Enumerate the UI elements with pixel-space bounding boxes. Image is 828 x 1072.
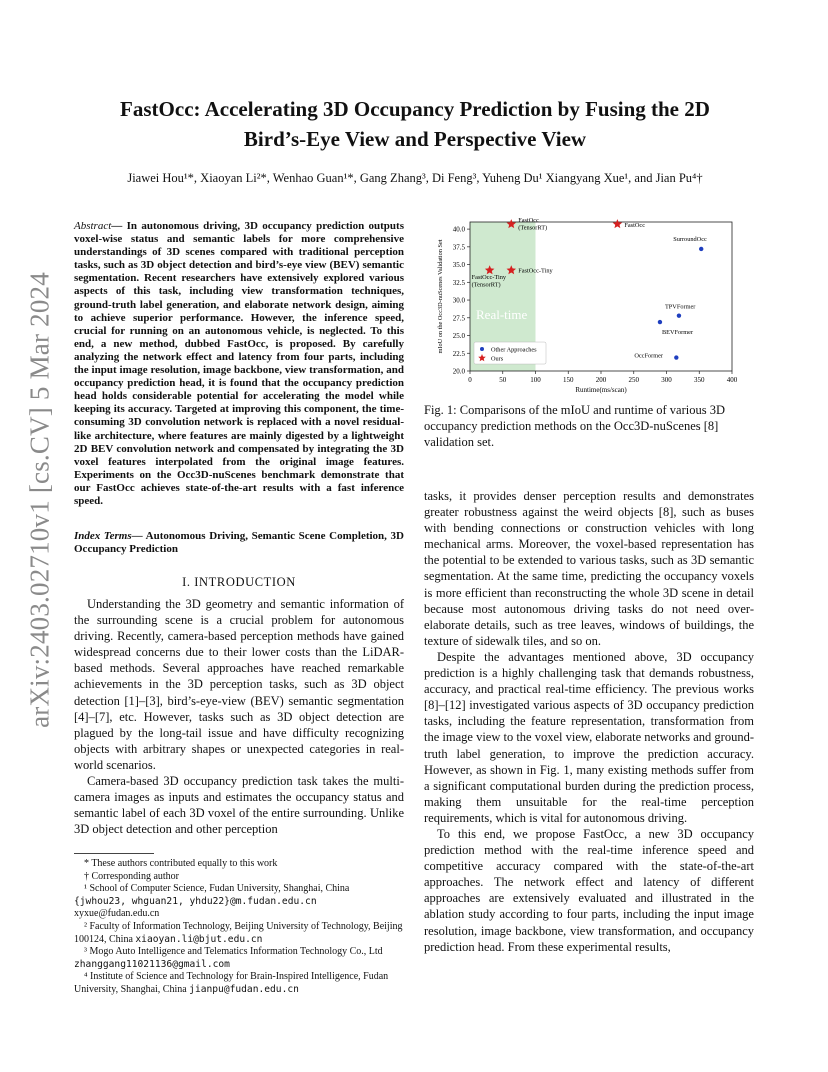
data-point-label: FastOcc-Tiny bbox=[518, 267, 553, 275]
data-point-dot bbox=[658, 320, 662, 324]
realtime-region-label: Real-time bbox=[476, 307, 528, 323]
figure-caption: Fig. 1: Comparisons of the mIoU and runtime of various 3D occupancy prediction methods on the Occ3D-nuScenes [8] validation set. bbox=[424, 403, 726, 449]
y-tick-label: 40.0 bbox=[452, 225, 465, 234]
footnote-affiliation-4 bbox=[74, 971, 404, 996]
data-point-label: SurroundOcc bbox=[673, 235, 707, 243]
footnote-affiliation-2 bbox=[74, 921, 404, 946]
data-point-label: FastOcc bbox=[624, 222, 646, 230]
abstract-lead: Abstract bbox=[74, 220, 112, 232]
data-point-label: TPVFormer bbox=[664, 303, 696, 311]
legend-marker bbox=[480, 347, 484, 351]
data-point-label: OccFormer bbox=[634, 352, 664, 360]
footnote-affiliation-3-text: ³ Mogo Auto Intelligence and Telematics Information Technology Co., Ltd bbox=[84, 946, 383, 958]
y-tick-label: 27.5 bbox=[452, 314, 465, 323]
y-tick-label: 30.0 bbox=[452, 296, 465, 305]
y-tick-label: 22.5 bbox=[452, 349, 465, 358]
footnote-email-2: xiaoyan.li@bjut.edu.cn bbox=[135, 933, 263, 945]
right-column-body bbox=[424, 488, 754, 955]
x-tick-label: 50 bbox=[499, 376, 507, 384]
footnote-email-3: zhanggang11021136@gmail.com bbox=[74, 958, 230, 970]
footnote-affiliation-1: ¹ School of Computer Science, Fudan University, Shanghai, China bbox=[84, 883, 350, 895]
footnote-affiliation-3 bbox=[74, 946, 404, 971]
title-line-2: Bird’s-Eye View and Perspective View bbox=[243, 127, 587, 151]
x-tick-label: 0 bbox=[468, 376, 472, 384]
paragraph: To this end, we propose FastOcc, a new 3D occupancy prediction method with the real-time inference speed and competitive accuracy compared with the state-of-the-art approaches. The network effect and latency of different approaches are extensively evaluated and illustrated in the ablation study according to four parts, including the input image resolution, image backbone, view transformation, and occupancy prediction head. From these experimental results, bbox=[424, 826, 754, 954]
y-tick-label: 25.0 bbox=[452, 332, 465, 341]
data-point-label: FastOcc bbox=[518, 217, 539, 225]
x-tick-label: 400 bbox=[726, 376, 738, 384]
data-point-dot bbox=[674, 355, 678, 359]
footnote-rule bbox=[74, 853, 154, 854]
section-heading: I. INTRODUCTION bbox=[182, 575, 296, 589]
arxiv-watermark bbox=[20, 272, 60, 728]
author-list: Jiawei Hou¹*, Xiaoyan Li²*, Wenhao Guan¹*, Gang Zhang³, Di Feng³, Yuheng Du¹ Xiangyang Xue¹, and Jian Pu⁴† bbox=[127, 171, 703, 185]
paper-title bbox=[70, 94, 760, 154]
x-tick-label: 200 bbox=[595, 376, 607, 384]
y-axis-label: mIoU on the Occ3D-nuScenes Validation Set bbox=[437, 239, 444, 354]
left-column-body bbox=[74, 596, 404, 837]
x-tick-label: 300 bbox=[661, 376, 672, 384]
footnotes bbox=[74, 853, 404, 997]
data-point-label: (TensorRT) bbox=[518, 224, 548, 232]
footnote-equal: * These authors contributed equally to this work bbox=[84, 858, 278, 869]
y-tick-label: 37.5 bbox=[452, 243, 465, 252]
footnote-affiliation-4-text: ⁴ Institute of Science and Technology for Brain-Inspired Intelligence, Fudan University, Shanghai, China bbox=[74, 971, 389, 995]
paragraph: Understanding the 3D geometry and semantic information of the surrounding scene is a crucial problem for autonomous driving. Recently, camera-based perception methods have gained widespread concerns due to their lower costs than the LiDAR-based methods. Several approaches have reached remarkable achievements in the 3D perception tasks, such as 3D object detection [1]–[3], bird’s-eye-view (BEV) semantic segmentation [4]–[7], etc. However, tasks such as 3D object detection are plagued by the long-tail issue and have difficulty recognizing objects with arbitrary shapes or unexpected categories in real-world scenarios. bbox=[74, 597, 404, 772]
y-tick-label: 20.0 bbox=[452, 367, 465, 376]
title-line-1: FastOcc: Accelerating 3D Occupancy Prediction by Fusing the 2D bbox=[120, 97, 710, 121]
paragraph: Despite the advantages mentioned above, 3D occupancy prediction is a highly challenging task that demands robustness, accuracy, and practical real-time efficiency. The previous works [8]–[12] investigated various aspects of 3D occupancy prediction tasks, including the feature representation, transformation from the image view to the voxel view, elaborate networks and ground-truth label generation, to improve the prediction accuracy. However, as shown in Fig. 1, many existing methods suffer from a significant computational burden during the prediction process, making them unsuitable for the real-time perception requirements, which is vital for autonomous driving. bbox=[424, 649, 754, 825]
data-point-dot bbox=[699, 247, 703, 251]
x-tick-label: 100 bbox=[530, 376, 541, 384]
footnote-email-1b: xyxue@fudan.edu.cn bbox=[74, 908, 160, 920]
index-terms-lead: Index Terms bbox=[74, 530, 132, 542]
data-point-label: (TensorRT) bbox=[471, 281, 501, 289]
paragraph: tasks, it provides denser perception results and demonstrates greater robustness against the weird objects [8], such as buses with bending connections or construction vehicles with long mechanical arms. Moreover, the voxel-based representation has the potential to be extended to various tasks, such as 3D semantic segmentation. At the same time, predicting the occupancy voxels is more efficient than reconstructing the whole 3D scene in detail because most autonomous driving tasks do not need over-elaborate details, such as tree leaves, windows of buildings, the texture of sidewalk tiles, and so on. bbox=[424, 489, 754, 648]
runtime-miou-chart bbox=[424, 216, 754, 396]
index-terms bbox=[74, 530, 404, 556]
legend-label: Other Approaches bbox=[491, 346, 537, 354]
paragraph: Camera-based 3D occupancy prediction task takes the multi-camera images as inputs and estimates the occupancy status and semantic label of each 3D voxel of the entire surrounding. Unlike 3D object detection and other perception bbox=[74, 774, 404, 837]
footnote-email-4: jianpu@fudan.edu.cn bbox=[189, 983, 299, 995]
y-tick-label: 32.5 bbox=[452, 278, 465, 287]
arxiv-id: arXiv:2403.02710v1 [cs.CV] 5 Mar 2024 bbox=[24, 272, 55, 728]
data-point-label: FastOcc-Tiny bbox=[471, 274, 507, 282]
y-tick-label: 35.0 bbox=[452, 261, 465, 270]
footnote-corresponding: † Corresponding author bbox=[84, 870, 179, 882]
figure-1 bbox=[424, 216, 754, 396]
data-point-label: BEVFormer bbox=[661, 329, 694, 337]
footnote-emails-1: {jwhou23, whguan21, yhdu22}@m.fudan.edu.cn bbox=[74, 895, 317, 907]
legend-label: Ours bbox=[491, 355, 504, 363]
x-axis-label: Runtime(ms/scan) bbox=[575, 386, 627, 394]
data-point-dot bbox=[677, 313, 681, 317]
x-tick-label: 250 bbox=[628, 376, 639, 384]
data-point-star bbox=[613, 219, 623, 228]
x-tick-label: 350 bbox=[694, 376, 705, 384]
index-terms-text: — Autonomous Driving, Semantic Scene Completion, 3D Occupancy Prediction bbox=[74, 530, 404, 556]
footnote-affiliation-2-text: ² Faculty of Information Technology, Beijing University of Technology, Beijing 100124, China bbox=[74, 920, 403, 945]
x-tick-label: 150 bbox=[563, 376, 574, 384]
abstract bbox=[74, 220, 404, 508]
abstract-text: — In autonomous driving, 3D occupancy prediction outputs voxel-wise status and semantic labels for more comprehensive understandings of 3D scenes compared with traditional perception tasks, such as 3D object detection and bird’s-eye view (BEV) semantic segmentation. Recent researchers have extensively explored various aspects of this task, including view transformation techniques, ground-truth label generation, and elaborate network design, aiming to achieve superior performance. However, the inference speed, crucial for running on an autonomous vehicle, is neglected. To this end, a new method, dubbed FastOcc, is proposed. By carefully analyzing the network effect and latency from four parts, including the input image resolution, image backbone, view transformation, and occupancy prediction head, it is found that the occupancy prediction head holds considerable potential for accelerating the model while keeping its accuracy. Targeted at improving this component, the time-consuming 3D convolution network is replaced with a novel residual-like architecture, where features are mainly digested by a lightweight 2D BEV convolution network and compensated by integrating the 3D voxel features interpolated from the original image features. Experiments on the Occ3D-nuScenes benchmark demonstrate that our FastOcc achieves state-of-the-art results with a fast inference speed. bbox=[74, 220, 404, 507]
